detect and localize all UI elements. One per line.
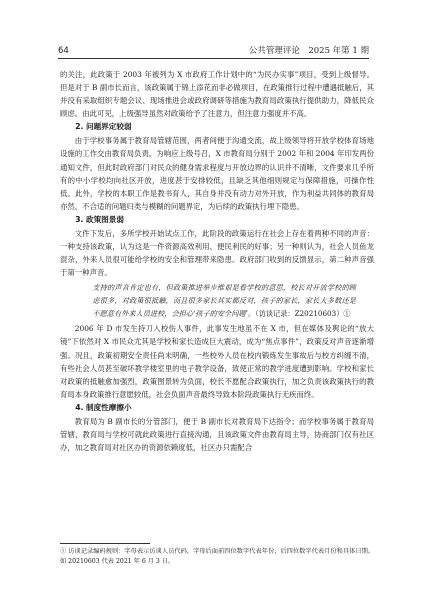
- page-number: 64: [58, 46, 69, 56]
- paragraph: 由于学校事务属于教育局管辖范围，两者间便于沟通交流，故上级领导将开放学校体育场地设施的工作交由教育局负责。为响应上级号召，X 市教育局分别于 2002 年和 2004 年印发两份通知文件，但此时政府部门对民众的健身需求程度与开放边界的认识并不清晰，文件要求几乎所有的中小学校均向社区开放，进度甚于安排较低，且缺乏其他细则规定与保障措施，可操作性低。此外，学校的本职工作是教书育人，其自身并没有动力对外开放，作为利益共同体的教育局亦然。不合适的问题归类与模糊的问题界定，为后续的政策执行埋下隐患。: [60, 136, 374, 211]
- paragraph: 教育局为 B 副市长的分管部门，便于 B 副市长对教育局下达指令；而学校事务属于教育局管辖，教育局与学校可就此政策进行直接沟通，且该政策文件由教育局主导，协商部门仅有社区办，加之教育局对社区办的资源依赖度低，社区办只需配合: [60, 416, 374, 453]
- paragraph: 的关注，此政策于 2003 年被列为 X 市政府工作计划中的“为民办实事”项目，受到上级督导。但是对于 B 副市长而言，该政策属于锦上添花而非必做项目，在政策推行过程中遭遇抵触后，其并没有采取组织专题会议、现场推进会或政府调研等措施为教育局政策执行提供助力，降低民众顾虑。由此可见，上级强导虽然对政策给予了注意力，但注意力强度并不高。: [60, 70, 374, 119]
- section-heading-institutional-friction: 4. 制度性摩擦小: [75, 402, 132, 412]
- running-header: [58, 44, 369, 59]
- quote-source: （访谈记录：Z20210603）①: [255, 309, 351, 319]
- paragraph: 文件下发后，多所学校开始试点工作，此阶段的政策运行在社会上存在着两种不同的声音：一种支持该政策，认为这是一件资源高效利用、便民利民的好事；另一种则认为，社会人员鱼龙混杂，外来人员很可能给学校的安全和管理带来隐患。政府部门收到的反馈显示，第二种声音强于第一种声音。: [60, 228, 374, 278]
- footnote: ① 访谈记录编码规则：字母表示访谈人员代码，字母后面前四位数字代表年份，后四位数字代表月份和具体日期。如 20210603 代表 2021 年 6 月 3 日。: [60, 548, 374, 565]
- section-heading-problem-definition: 2. 问题界定较弱: [75, 122, 132, 132]
- journal-title: 公共管理评论 2025 年第 1 期: [248, 46, 369, 56]
- footnote-divider: [60, 543, 150, 544]
- section-heading-policy-image: 3. 政策图景弱: [75, 214, 124, 224]
- quote-text: 支持的声音肯定也有，但政策推进举步维艰是看学校的意思，校长对开放学校的顾虑很多，对政策很抵触，而且很多家长其实都反对，孩子的家长，家长大多数还是不愿意有外来人员进校，会担心‘孩子的安全问题’。: [92, 283, 356, 319]
- paragraph: 2006 年 D 市发生持刀入校伤人事件，此事发生地虽不在 X 市，但在媒体及舆论的“放大镜”下依然对 X 市民众尤其是学校和家长造成巨大震动，成为“焦点事件”，政策反对声音逐渐增强。况且，政策初期安全责任尚未明确，一些校外人员在校内锻炼发生事故后与校方纠缠不清，有些社会人员甚至破坏教学楼室里的电子教学设备，致使正常的教学进度遭到影响。学校和家长对政策的抵触愈加强烈，政策图景转为负面，校长不愿配合政策执行，加之负责该政策执行的教育局本身政策推行意愿较低，社会负面声音最终导致本阶段政策执行无疾而终。: [60, 324, 374, 399]
- interview-quote: [60, 281, 374, 320]
- article-body: [60, 68, 374, 454]
